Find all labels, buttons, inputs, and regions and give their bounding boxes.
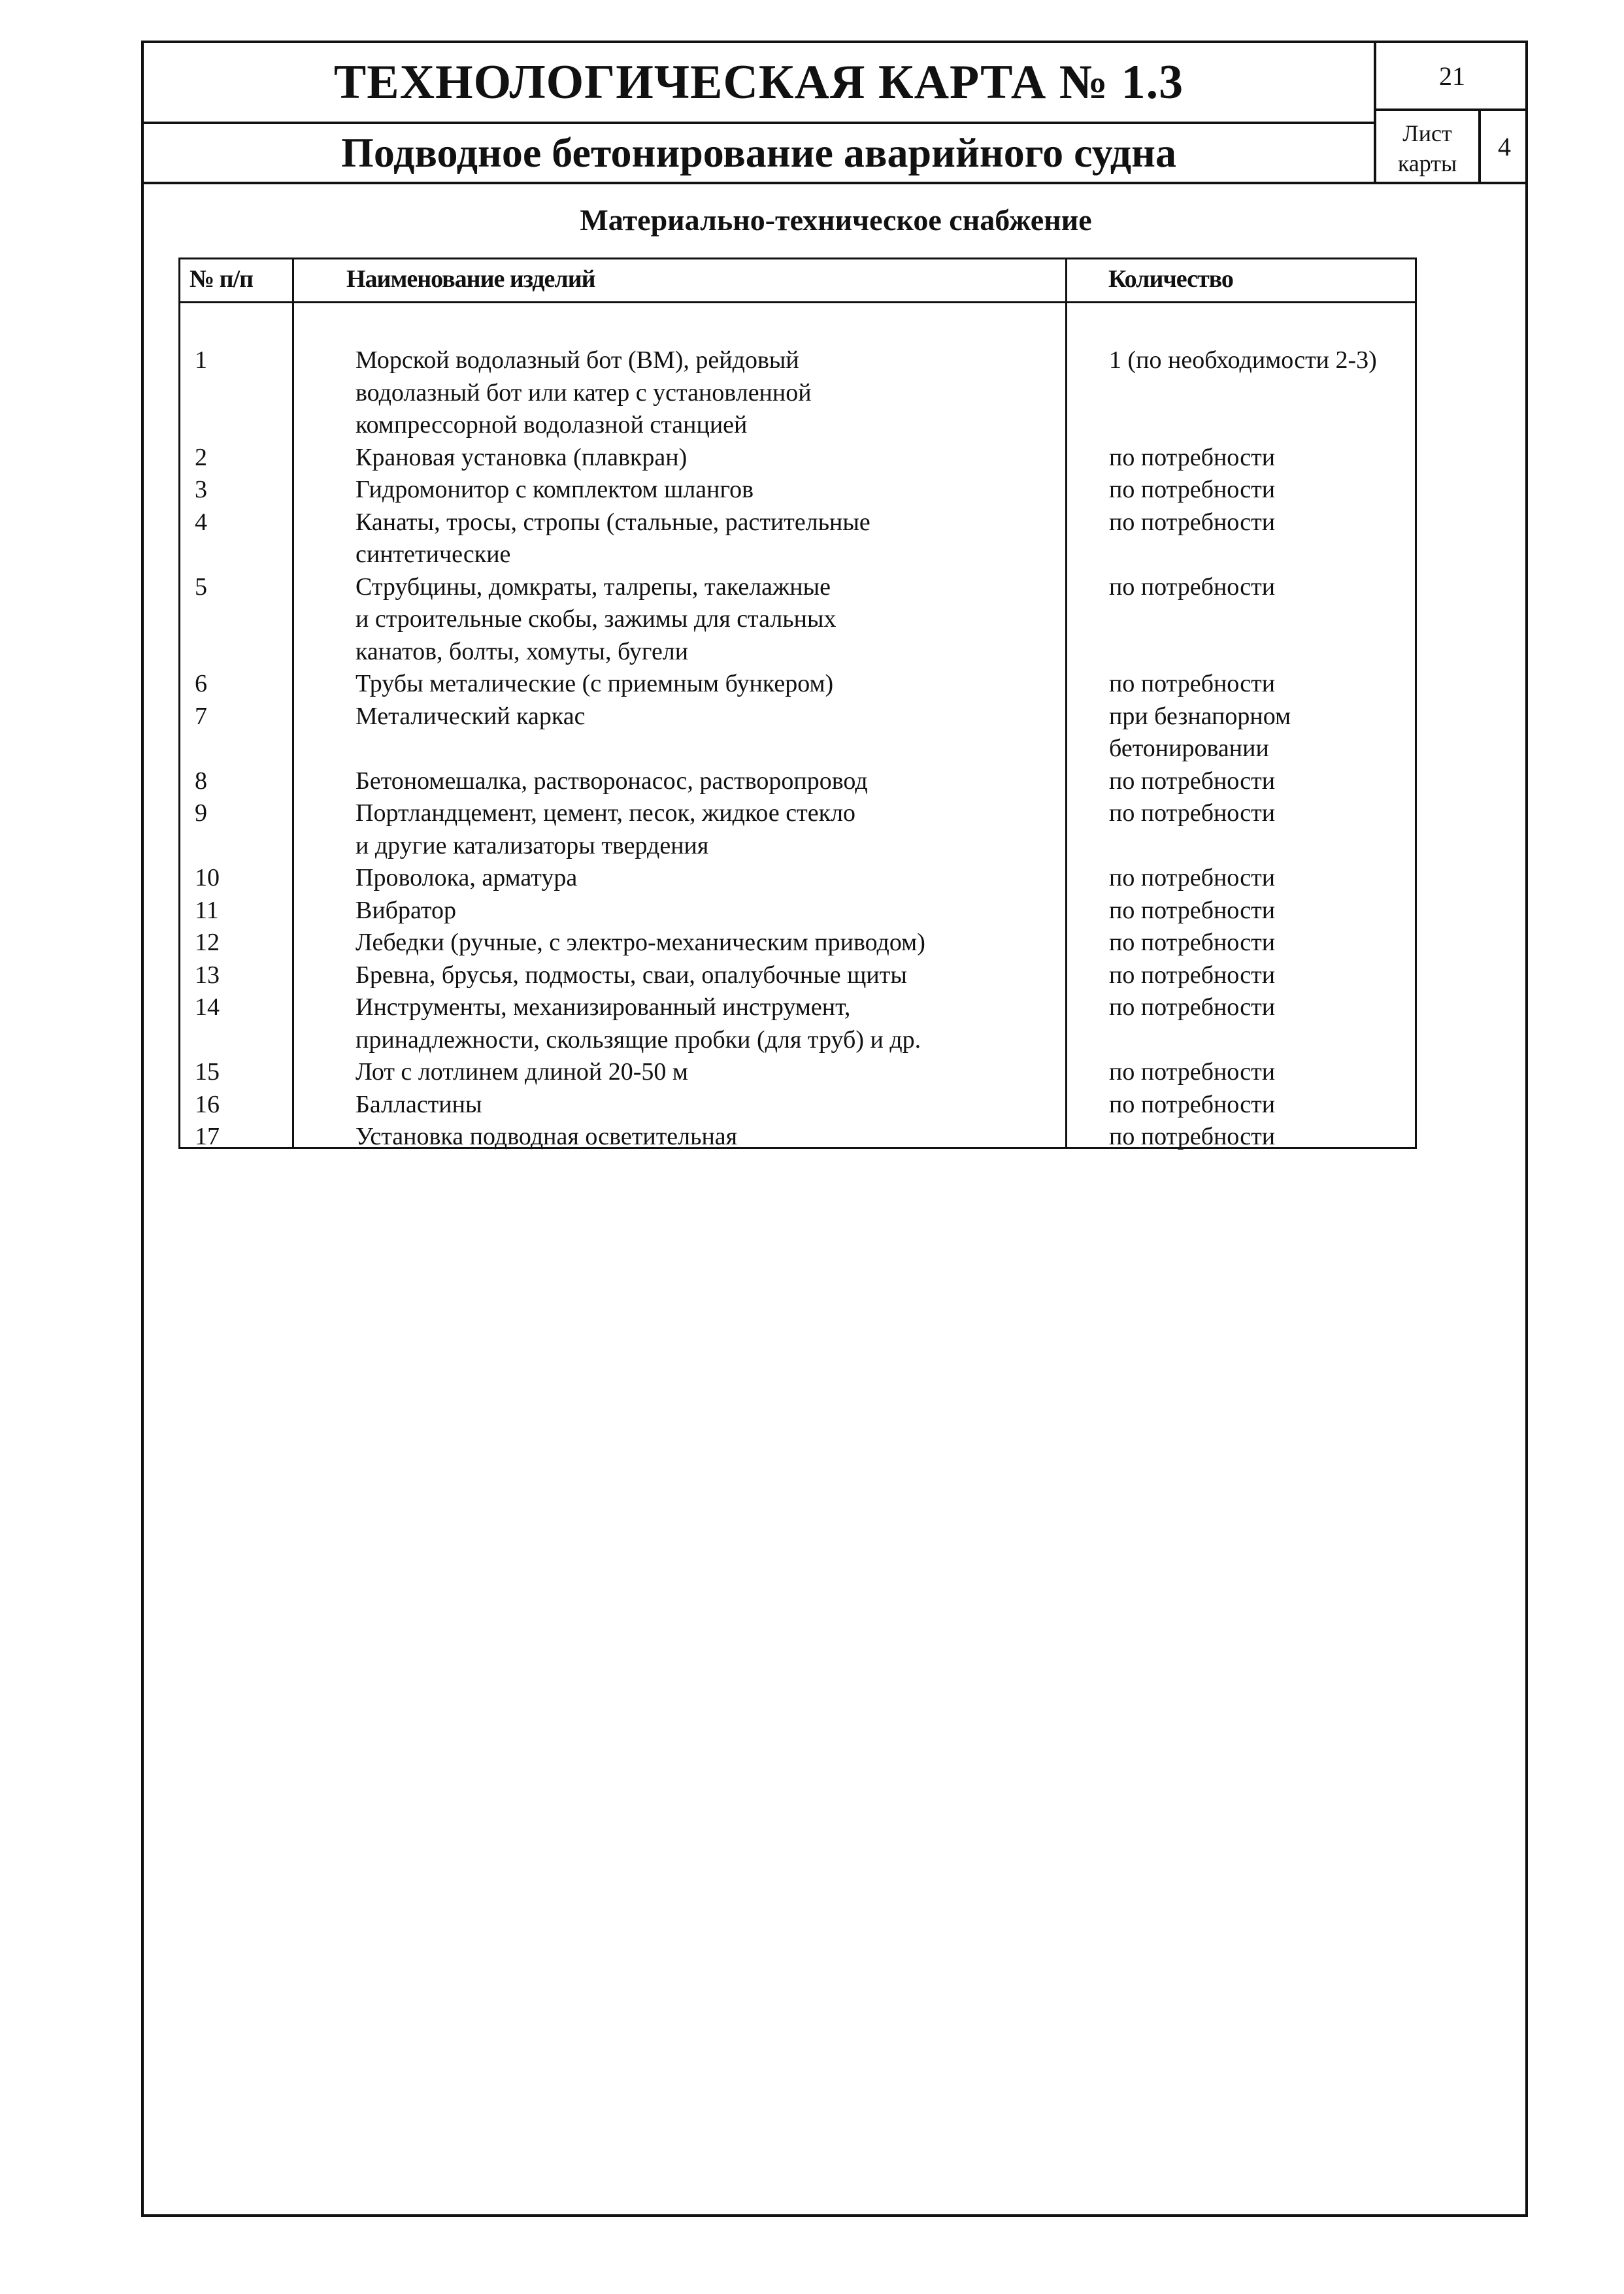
item-name-line: Портландцемент, цемент, песок, жидкое стекло — [356, 799, 856, 827]
row-number: 17 — [195, 1123, 220, 1150]
item-quantity-line: 1 (по необходимости 2-3) — [1109, 346, 1377, 374]
table-row — [180, 1089, 1415, 1122]
item-quantity — [1067, 862, 1415, 895]
item-quantity-line: по потребности — [1109, 476, 1276, 503]
item-quantity-line: по потребности — [1109, 767, 1276, 795]
item-quantity-line: по потребности — [1109, 929, 1276, 956]
column-header-number: № п/п — [190, 265, 254, 293]
sheet-label-cell — [1374, 108, 1478, 182]
row-number: 6 — [195, 670, 207, 697]
item-name-line: канатов, болты, хомуты, бугели — [356, 637, 689, 665]
item-name — [294, 1056, 1067, 1089]
table-row — [180, 862, 1415, 895]
item-name — [294, 442, 1067, 474]
item-quantity-line: при безнапорном — [1109, 702, 1291, 730]
item-quantity-line: по потребности — [1109, 670, 1276, 697]
item-name-line: и строительные скобы, зажимы для стальных — [356, 605, 837, 633]
page-number: 21 — [1439, 61, 1465, 91]
subtitle-block — [144, 124, 1374, 182]
row-number: 12 — [195, 929, 220, 956]
item-quantity — [1067, 765, 1415, 798]
sheet-label-line2: карты — [1397, 150, 1457, 176]
table-row — [180, 668, 1415, 701]
item-quantity — [1067, 927, 1415, 959]
item-quantity — [1067, 668, 1415, 701]
sheet-number-cell — [1478, 108, 1528, 182]
item-name-line: Вибратор — [356, 896, 457, 924]
item-quantity-line: по потребности — [1109, 1058, 1276, 1086]
table-row — [180, 571, 1415, 669]
table-row — [180, 442, 1415, 474]
row-number: 16 — [195, 1090, 220, 1118]
row-number: 8 — [195, 767, 207, 795]
row-number: 4 — [195, 508, 207, 536]
table-row — [180, 474, 1415, 507]
item-name-line: компрессорной водолазной станцией — [356, 411, 748, 439]
item-name-line: Установка подводная осветительная — [356, 1123, 738, 1150]
table-row — [180, 797, 1415, 862]
item-quantity — [1067, 571, 1415, 669]
table-row — [180, 1121, 1415, 1154]
item-quantity-line: по потребности — [1109, 961, 1276, 989]
table-row — [180, 895, 1415, 927]
item-name — [294, 668, 1067, 701]
item-quantity — [1067, 344, 1415, 442]
item-quantity — [1067, 797, 1415, 862]
item-quantity — [1067, 1089, 1415, 1122]
item-name — [294, 1121, 1067, 1154]
item-name-line: Гидромонитор с комплектом шлангов — [356, 476, 754, 503]
item-quantity — [1067, 895, 1415, 927]
item-name-line: и другие катализаторы твердения — [356, 831, 709, 859]
row-number: 15 — [195, 1058, 220, 1086]
item-quantity-line: по потребности — [1109, 896, 1276, 924]
item-quantity — [1067, 959, 1415, 992]
item-name — [294, 474, 1067, 507]
item-name — [294, 991, 1067, 1056]
section-title: Материально-техническое снабжение — [580, 203, 1092, 237]
item-name — [294, 959, 1067, 992]
table-row — [180, 507, 1415, 571]
row-number: 3 — [195, 476, 207, 503]
row-number: 13 — [195, 961, 220, 989]
document-subtitle: Подводное бетонирование аварийного судна — [341, 129, 1176, 176]
item-quantity-line: по потребности — [1109, 1090, 1276, 1118]
item-name — [294, 765, 1067, 798]
item-name — [294, 701, 1067, 765]
item-name-line: Бетономешалка, растворонасос, растворопровод — [356, 767, 868, 795]
item-quantity — [1067, 1121, 1415, 1154]
item-quantity — [1067, 1056, 1415, 1089]
item-name-line: Крановая установка (плавкран) — [356, 443, 688, 471]
item-name-line: Инструменты, механизированный инструмент, — [356, 993, 851, 1021]
item-name-line: Лебедки (ручные, с электро-механическим приводом) — [356, 929, 925, 956]
item-quantity — [1067, 507, 1415, 571]
item-name-line: Струбцины, домкраты, талрепы, такелажные — [356, 573, 831, 601]
title-block — [144, 43, 1374, 124]
row-number: 14 — [195, 993, 220, 1021]
item-name — [294, 862, 1067, 895]
item-name-line: Морской водолазный бот (ВМ), рейдовый — [356, 346, 799, 374]
row-number: 7 — [195, 702, 207, 730]
item-name-line: Канаты, тросы, стропы (стальные, растительные — [356, 508, 870, 536]
item-name — [294, 895, 1067, 927]
item-quantity-line: бетонировании — [1109, 735, 1269, 762]
item-name-line: Проволока, арматура — [356, 864, 578, 891]
item-name — [294, 507, 1067, 571]
item-name-line: принадлежности, скользящие пробки (для труб) и др. — [356, 1025, 921, 1054]
item-quantity-line: по потребности — [1109, 1123, 1276, 1150]
row-number: 1 — [195, 346, 207, 374]
column-header-quantity: Количество — [1108, 265, 1233, 293]
item-name-line: Балластины — [356, 1090, 482, 1118]
item-quantity-line: по потребности — [1109, 993, 1276, 1021]
row-number: 5 — [195, 573, 207, 601]
item-name-line: водолазный бот или катер с установленной — [356, 378, 812, 407]
item-quantity — [1067, 442, 1415, 474]
item-quantity-line: по потребности — [1109, 799, 1276, 827]
supply-table — [178, 258, 1417, 1149]
item-name-line: Трубы металические (с приемным бункером) — [356, 670, 834, 697]
table-row — [180, 991, 1415, 1056]
item-quantity-line: по потребности — [1109, 864, 1276, 891]
page-number-cell — [1374, 43, 1528, 108]
row-number: 9 — [195, 799, 207, 827]
item-quantity-line: по потребности — [1109, 508, 1276, 536]
sheet-label-line1: Лист — [1402, 120, 1452, 146]
item-name — [294, 344, 1067, 442]
column-header-name: Наименование изделий — [346, 265, 595, 293]
table-row — [180, 1056, 1415, 1089]
row-number: 11 — [195, 896, 219, 924]
table-row — [180, 701, 1415, 765]
header-divider — [144, 182, 1525, 184]
item-name — [294, 1089, 1067, 1122]
item-quantity-line: по потребности — [1109, 443, 1276, 471]
row-number: 10 — [195, 864, 220, 891]
item-name — [294, 927, 1067, 959]
document-frame — [141, 41, 1528, 2217]
document-title: ТЕХНОЛОГИЧЕСКАЯ КАРТА № 1.3 — [333, 55, 1184, 109]
item-name — [294, 797, 1067, 862]
item-name-line: Лот с лотлинем длиной 20-50 м — [356, 1058, 688, 1086]
item-quantity — [1067, 474, 1415, 507]
item-name-line: Бревна, брусья, подмосты, сваи, опалубочные щиты — [356, 961, 907, 989]
item-name-line: Металический каркас — [356, 702, 586, 730]
table-row — [180, 765, 1415, 798]
row-number: 2 — [195, 443, 207, 471]
sheet-number: 4 — [1498, 131, 1511, 161]
item-name-line: синтетические — [356, 540, 511, 568]
table-row — [180, 959, 1415, 992]
table-row — [180, 344, 1415, 442]
header-row-divider — [180, 301, 1415, 303]
item-quantity — [1067, 991, 1415, 1056]
table-body — [180, 344, 1415, 1154]
item-name — [294, 571, 1067, 669]
item-quantity — [1067, 701, 1415, 765]
item-quantity-line: по потребности — [1109, 573, 1276, 601]
table-row — [180, 927, 1415, 959]
